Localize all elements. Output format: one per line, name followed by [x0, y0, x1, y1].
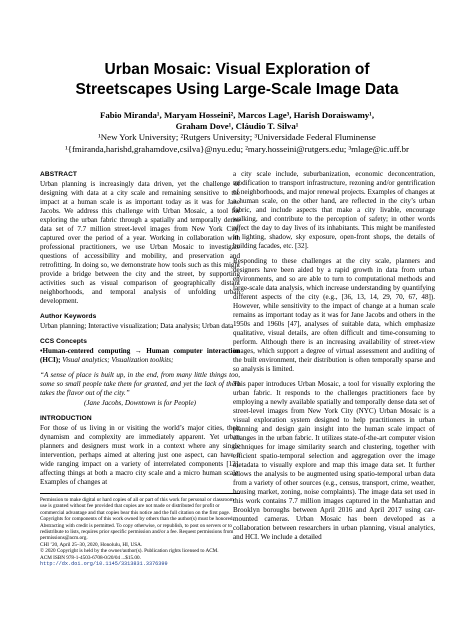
left-column [40, 170, 240, 567]
doi-link[interactable]: http://dx.doi.org/10.1145/3313831.3376399 [40, 561, 168, 568]
permission-text: Permission to make digital or hard copies of all or part of this work for personal or classroom use is granted without fee provided that copies are not made or distributed for profit or commercial advantage and that copies bear this notice and the full citation on the first page. Copyrights for components of this work owned by others than the author(s) must be honored. Abstracting with credit is permitted. To copy otherwise, or republish, to post on servers or to redistribute to lists, requires prior specific permission and/or a fee. Request permissions from permissions@acm.org. [40, 497, 234, 542]
abstract-text: Urban planning is increasingly data driven, yet the challenge of designing with data at a city scale and remaining sensitive to the impact at a human scale is as important today as it was for Jane Jacobs. We address this challenge with Urban Mosaic, a tool for exploring the urban fabric through a spatially and temporally dense data set of 7.7 million street-level images from New York City, captured over the period of a year. Working in collaboration with professional practitioners, we use Urban Mosaic to investigate questions of accessibility and mobility, and preservation and retrofitting. In doing so, we demonstrate how tools such as this might provide a bridge between the city and the street, by supporting activities such as visual comparison of geographically distant neighborhoods, and temporal analysis of unfolding urban development. [40, 180, 240, 305]
copyright-line: © 2020 Copyright is held by the owner/author(s). Publication rights licensed to ACM. [40, 548, 219, 555]
author-names-line-1: Fabio Miranda¹, Maryam Hosseini², Marcos Lage³, Harish Doraiswamy¹, [99, 110, 375, 120]
paper-title [0, 60, 474, 100]
author-affiliations: ¹New York University; ²Rutgers University; ³Universidade Federal Fluminense [98, 132, 376, 143]
conference-line: CHI ’20, April 25–30, 2020, Honolulu, HI, USA. [40, 541, 143, 548]
keywords-heading: Author Keywords [40, 313, 97, 320]
title-line-1: Urban Mosaic: Visual Exploration of [104, 61, 370, 78]
ccs-text [40, 347, 240, 365]
ccs-primary: •Human-centered computing → Human computer interaction (HCI); [40, 347, 240, 364]
title-line-2: Streetscapes Using Large-Scale Image Data [75, 81, 399, 98]
right-column [233, 170, 435, 548]
introduction-heading: INTRODUCTION [40, 415, 92, 422]
abstract-heading: ABSTRACT [40, 171, 78, 178]
keywords-text: Urban planning; Interactive visualization; Data analysis; Urban data [40, 322, 234, 330]
ccs-heading: CCS Concepts [40, 338, 87, 345]
ccs-secondary: Visual analytics; Visualization toolkits; [60, 356, 174, 364]
epigraph-attribution: (Jane Jacobs, Downtown is for People) [84, 399, 196, 407]
intro-paragraph-2: a city scale include, suburbanization, economic deconcentration, modification to transport infrastructure, rezoning and/or gentrification of neighborhoods, and major renewal projects. Examples of changes at a human scale, on the other hand, are reflected in the city’s urban fabric, and include aspects that make a city livable, encourage walking, and contribute to the perception of safety; in other words affect the day to day lives of its inhabitants. This might be manifested in lighting, shadow, sky exposure, open-front shops, the details of building facades, etc. [32]. [233, 170, 435, 250]
permission-footnote [40, 493, 240, 567]
author-emails: ¹{fmiranda,harishd,grahamdove,csilva}@nyu.edu; ²mary.hosseini@rutgers.edu; ³mlage@ic.uff.br [65, 143, 409, 154]
epigraph-quote: “A sense of place is built up, in the end, from many little things too, some so small people take them for granted, and yet the lack of them takes the flavor out of the city.” [40, 371, 240, 397]
author-block [40, 110, 434, 155]
intro-paragraph-4: This paper introduces Urban Mosaic, a tool for visually exploring the urban fabric. It responds to the challenges practitioners face by employing a newly available spatially and temporally dense data set of street-level images from New York City (NYC) Urban Mosaic is a visual exploration system designed to help practitioners in urban planning and design gain insight into the human scale impact of changes in the urban fabric. It utilizes state-of-the-art computer vision techniques for image similarity search and clustering, together with efficient spatio-temporal selection and aggregation over the image metadata to visually explore and map this image data set. It further allows the analysis to be augmented using spatio-temporal urban data from a variety of other sources (e.g., census, transport, crime, weather, housing market, zoning, noise complaints). The image data set used in this work contains 7.7 million images captured in the Manhattan and Brooklyn boroughs between April 2016 and April 2017 using car-mounted cameras. Urban Mosaic has been developed as a collaboration between researchers in urban planning, visual analytics, and HCI. We include a detailed [233, 380, 435, 541]
isbn-line: ACM ISBN 978-1-4503-6708-0/20/04 ...$15.00. [40, 554, 141, 561]
intro-paragraph-3: Responding to these challenges at the city scale, planners and designers have been aided by a rapid growth in data from urban environments, and so are able to turn to computational methods and large-scale data analysis, which increase understanding by quantifying different aspects of the city (e.g., [36, 13, 14, 29, 70, 67, 48]). However, while sensitivity to the impact of change at a human scale remains as important today as it was for Jane Jacobs and others in the 1950s and 1960s [47], analyses of suitable data, which emphasize qualitative, visual details, are often difficult and time-consuming to perform. Although there is an increasing availability of street-view images, which support a degree of virtual assessment and auditing of the built environment, their distribution is often temporally sparse and so analysis is limited. [233, 257, 435, 373]
introduction-text: For those of us living in or visiting the world’s major cities, their dynamism and complexity are immediately apparent. Yet urban planners and designers must work in a context where any single intervention, perhaps aimed at altering just one aspect, can have a wide ranging impact on a variety of interrelated components [12], affecting things at both a macro city scale and a micro human scale. Examples of changes at [40, 424, 240, 486]
author-names-line-2: Graham Dove¹, Cláudio T. Silva¹ [175, 121, 299, 132]
